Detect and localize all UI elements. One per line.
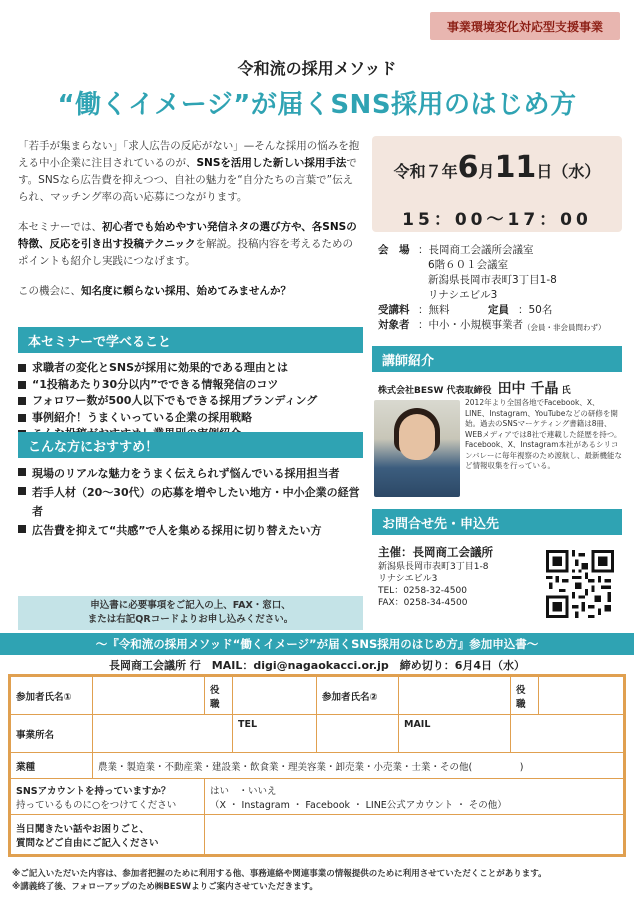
question-label-line: 質問などご自由にご記入ください [16,837,159,849]
list-item: 広告費を抑えて“共感”で人を集める採用に切り替えたい方 [18,521,363,540]
contact-fax: FAX：0258-34-4500 [378,598,468,608]
sns-question-line: SNSアカウントを持っていますか？ [16,785,171,797]
spacer [378,288,418,303]
form-row [11,753,624,779]
intro-paragraph-3 [18,283,363,300]
list-item: 現場のリアルな魅力をうまく伝えられず悩んでいる採用担当者 [18,464,363,483]
list-item: 求職者の変化とSNSが採用に効果的である理由とは [18,360,363,377]
participant1-post-label: 役職 [205,677,233,715]
recommend-section [18,432,363,458]
industry-options[interactable]: 農業・製造業・不動産業・建設業・飲食業・理美容業・卸売業・小売業・士業・その他( ) [93,753,624,779]
form-row [11,815,624,855]
sns-question [11,779,205,815]
recommend-heading: こんな方におすすめ！ [18,432,363,458]
sns-answer-platforms[interactable]: （X ・ Instagram ・ Facebook ・ LINE公式アカウント ・ その他） [210,799,507,811]
list-item: 若手人材（20～30代）の応募を増やしたい地方・中小企業の経営者 [18,483,363,521]
capacity-value: ：50名 [518,304,553,316]
venue-value: 新潟県長岡市表町3丁目1-8 [428,274,557,286]
instructor-bio: 2012年より全国各地でFacebook、X、LINE、Instagram、YouTubeなどの研修を開始。過去のSNSマーケティング書籍は8冊、WEBメディアでは8社で連載した経歴を持つ。Facebook、X、Instagram本社があるシリコンバレーに毎年視察のため渡航し、最新機能など情報収集を行っている。 [465,398,622,470]
form-row [11,715,624,753]
participant1-post-field[interactable] [233,677,317,715]
venue-row [378,243,623,258]
participant2-label: 参加者氏名② [317,677,399,715]
venue-value: 6階６０１会議室 [428,259,509,271]
fee-row [378,303,623,318]
contact-info [378,546,538,609]
instructor-name-line [378,378,623,398]
learn-list [18,360,363,443]
intro-paragraph-1 [18,138,363,206]
participant2-post-label: 役職 [511,677,539,715]
application-title: ～『令和流の採用メソッド“働くイメージ”が届くSNS採用のはじめ方』参加申込書～ [0,633,634,655]
tel-field[interactable] [317,715,399,753]
date-prefix: 令和７年 [393,162,458,181]
fee-label: 受講料 [378,304,410,316]
date-day-suffix: 日（水） [536,162,601,181]
list-item: 事例紹介！うまくいっている企業の採用戦略 [18,410,363,427]
contact-org: 主催：長岡商工会議所 [378,545,493,559]
sns-answer-yes-no[interactable]: はい ・いいえ [210,785,277,797]
contact-heading: お問合せ先・申込先 [372,509,622,535]
company-field[interactable] [93,715,233,753]
intro-emphasis: 初心者でも始めやすい発信ネタの選び方や、各SNSの特徴、反応を引き出す投稿テクニック [18,221,357,250]
footnote-line: ※講義終了後、フォローアップのため㈱BESWよりご案内させていただきます。 [12,882,318,892]
target-row [378,318,623,335]
instructor-honorific: 氏 [561,386,571,396]
event-time: 15：00～17：00 [402,210,592,230]
contact-address: 新潟県長岡市表町3丁目1-8 [378,562,489,572]
participant2-post-field[interactable] [539,677,624,715]
question-label-line: 当日聞きたい話やお困りごと、 [16,823,150,835]
date-day: 11 [494,150,537,185]
apply-note-line: または右記QRコードよりお申し込みください。 [87,614,294,625]
instructor-heading: 講師紹介 [372,346,622,372]
question-label [11,815,205,855]
intro-text-span: 本セミナーでは、 [18,221,102,233]
mail-field[interactable] [511,715,624,753]
capacity-label: 定員 [488,304,509,316]
intro-text [18,138,363,313]
page-title: “働くイメージ”が届くSNS採用のはじめ方 [57,90,577,120]
form-row [11,677,624,715]
intro-text-span: を解説。投稿内容を考えるためのポイントも紹介し実践につなげます。 [18,238,353,267]
application-subtitle: 長岡商工会議所 行 MAIL：digi@nagaokacci.or.jp 締め切り：6月4日（水） [108,659,526,672]
question-field[interactable] [205,815,624,855]
venue-row [378,288,623,303]
intro-text-span: この機会に、 [18,285,81,297]
contact-section [372,509,622,535]
mail-label: MAIL [399,715,511,753]
program-badge: 事業環境変化対応型支援事業 [430,12,620,40]
target-label: 対象者 [378,319,410,331]
intro-emphasis: SNSを活用した新しい採用手法 [196,157,347,169]
page-subtitle: 令和流の採用メソッド [237,59,397,78]
participant1-name-field[interactable] [93,677,205,715]
date-month-suffix: 月 [478,162,495,181]
form-row [11,779,624,815]
instructor-section [372,346,622,372]
instructor-photo [374,400,460,497]
sns-answer[interactable] [205,779,624,815]
target-note: （会員・非会員問わず） [523,323,606,332]
participant2-name-field[interactable] [399,677,511,715]
contact-tel: TEL：0258-32-4500 [378,586,467,596]
event-date [372,150,622,185]
date-month: 6 [457,150,479,185]
list-item: フォロワー数が500人以下でもできる採用ブランディング [18,393,363,410]
company-label: 事業所名 [11,715,93,753]
instructor-name: 田中 千晶 [497,381,559,397]
venue-value: リナシエビル3 [428,289,498,301]
sns-question-line: 持っているものに○をつけてください [16,799,177,811]
venue-label: 会 場 [378,244,410,256]
learn-section [18,327,363,353]
form-table [10,676,624,855]
apply-note [18,596,363,630]
application-form [8,674,626,857]
intro-emphasis: 知名度に頼らない採用、始めてみませんか？ [81,285,291,297]
venue-value: ：長岡商工会議所会議室 [418,244,534,256]
recommend-list [18,464,363,540]
target-value: ：中小・小規模事業者 [418,319,523,331]
fee-value: ：無料 [418,304,450,316]
photo-face [399,414,435,460]
participant1-label: 参加者氏名① [11,677,93,715]
tel-label: TEL [233,715,317,753]
event-info [378,243,623,335]
venue-row [378,273,623,288]
spacer [378,273,418,288]
apply-note-line: 申込書に必要事項をご記入の上、FAX・窓口、 [90,600,291,611]
intro-paragraph-2 [18,219,363,270]
intro-text-span: です。SNSなら広告費を抑えつつ、自社の魅力を“自分たちの言葉で”伝えられ、マッチング率の高い応募につながります。 [18,157,357,203]
contact-address: リナシエビル3 [378,574,438,584]
learn-heading: 本セミナーで学べること [18,327,363,353]
list-item: “1投稿あたり30分以内”でできる情報発信のコツ [18,377,363,394]
industry-label: 業種 [11,753,93,779]
footnote-line: ※ご記入いただいた内容は、参加者把握のために利用する他、事務連絡や関連事業の情報提供のために利用させていただくことがあります。 [12,869,547,879]
venue-row [378,258,623,273]
intro-text-span: 「若手が集まらない」「求人広告の反応がない」—そんな採用の悩みを抱える中小企業に注目されているのが、 [18,140,360,169]
footnote [12,868,627,894]
spacer [378,258,418,273]
instructor-company: 株式会社BESW 代表取締役 [378,386,492,396]
qr-code-icon[interactable] [546,550,614,618]
